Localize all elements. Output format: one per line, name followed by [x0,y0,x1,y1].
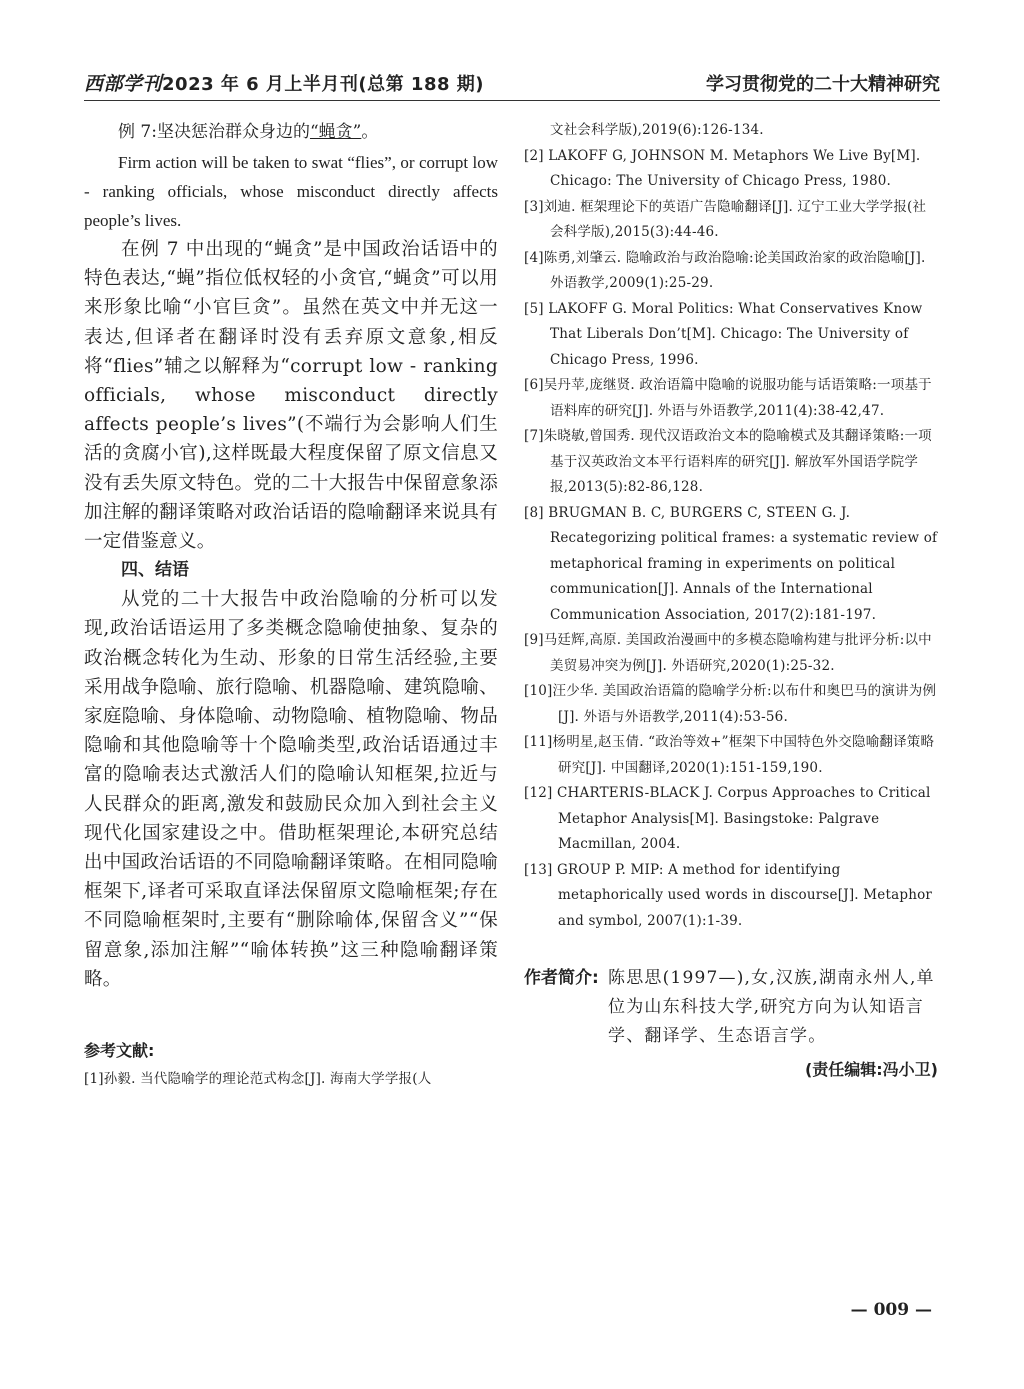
reference-item: [10]汪少华. 美国政治语篇的隐喻学分析:以布什和奥巴马的演讲为例[J]. 外语与外语教学,2011(4):53-56. [524,683,937,725]
example-text: 例 7:坚决惩治群众身边的 [118,122,310,142]
reference-item: [3]刘迪. 框架理论下的英语广告隐喻翻译[J]. 辽宁工业大学学报(社会科学版),2015(3):44-46. [524,198,927,240]
reference-item: [5] LAKOFF G. Moral Politics: What Conservatives Know That Liberals Don’t[M]. Chicago: The University of Chicago Press, 1996. [524,300,923,368]
example-label [84,118,498,147]
example-end: 。 [361,122,379,142]
example-term: “蝇贪” [309,122,362,142]
editor-note: (责任编辑:冯小卫) [804,1060,938,1079]
page-header [84,66,940,96]
reference-item: [7]朱晓敏,曾国秀. 现代汉语政治文本的隐喻模式及其翻译策略:一项基于汉英政治文本平行语料库的研究[J]. 解放军外国语学院学报,2013(5):82-86,128. [524,428,932,495]
journal-logo: 西部学刊 [84,73,163,95]
reference-item: [11]杨明星,赵玉倩. “政治等效+”框架下中国特色外交隐喻翻译策略研究[J]. 中国翻译,2020(1):151-159,190. [524,734,935,776]
reference-item: [12] CHARTERIS-BLACK J. Corpus Approaches to Critical Metaphor Analysis[M]. Basingstoke: Palgrave Macmillan, 2004. [524,785,931,852]
paragraph-analysis: 在例 7 中出现的“蝇贪”是中国政治话语中的特色表达,“蝇”指位低权轻的小贪官,“蝇贪”可以用来形象比喻“小官巨贪”。虽然在英文中并无这一表达,但译者在翻译时没有丢弃原文意象,相反将“flies”辅之以解释为“corrupt low - ranking officials, whose misconduct directly affects people’s lives”(不端行为会影响人们生活的贪腐小官),这样既最大程度保留了原文信息又没有丢失原文特色。党的二十大报告中保留意象添加注解的翻译策略对政治话语的隐喻翻译来说具有一定借鉴意义。 [84,239,498,553]
reference-item: [4]陈勇,刘肇云. 隐喻政治与政治隐喻:论美国政治家的政治隐喻[J]. 外语教学,2009(1):25-29. [524,249,926,291]
english-translation: Firm action will be taken to swat “flies”, or corrupt low - ranking officials, whose misconduct directly affects people’s lives. [84,153,498,230]
section-title: 学习贯彻党的二十大精神研究 [706,74,940,95]
reference-item: [1]孙毅. 当代隐喻学的理论范式构念[J]. 海南大学学报(人 [84,1071,432,1088]
right-column [524,118,938,1080]
author-text: 陈思思(1997—),女,汉族,湖南永州人,单位为山东科技大学,研究方向为认知语言学、翻译学、生态语言学。 [608,968,935,1046]
issue-info: 2023 年 6 月上半月刊(总第 188 期) [162,74,484,95]
references-heading: 参考文献: [84,1041,155,1061]
reference-item: [6]吴丹苹,庞继贤. 政治语篇中隐喻的说服功能与话语策略:一项基于语料库的研究[J]. 外语与外语教学,2011(4):38-42,47. [524,377,932,419]
reference-item: [8] BRUGMAN B. C, BURGERS C, STEEN G. J. Recategorizing political frames: a systematic review of metaphorical framing in experiments on political communication[J]. Annals of the International Communication Association, 2017(2):181-197. [524,504,938,623]
paragraph-conclusion: 从党的二十大报告中政治隐喻的分析可以发现,政治话语运用了多类概念隐喻使抽象、复杂的政治概念转化为生动、形象的日常生活经验,主要采用战争隐喻、旅行隐喻、机器隐喻、建筑隐喻、家庭隐喻、身体隐喻、动物隐喻、植物隐喻、物品隐喻和其他隐喻等十个隐喻类型,政治话语通过丰富的隐喻表达式激活人们的隐喻认知框架,拉近与人民群众的距离,激发和鼓励民众加入到社会主义现代化国家建设之中。借助框架理论,本研究总结出中国政治话语的不同隐喻翻译策略。在相同隐喻框架下,译者可采取直译法保留原文隐喻框架;存在不同隐喻框架时,主要有“删除喻体,保留含义”“保留意象,添加注解”“喻体转换”这三种隐喻翻译策略。 [84,589,498,990]
page-number: — 009 — [850,1300,932,1320]
author-label: 作者简介: [524,968,599,988]
left-column [84,118,498,1093]
journal-issue [84,69,484,96]
reference-continuation: 文社会科学版),2019(6):126-134. [550,122,764,138]
reference-item: [13] GROUP P. MIP: A method for identifying metaphorically used words in discourse[J]. Metaphor and symbol, 2007(1):1-39. [524,861,933,929]
section-heading: 四、结语 [121,560,189,581]
reference-item: [9]马廷辉,高原. 美国政治漫画中的多模态隐喻构建与批评分析:以中美贸易冲突为例[J]. 外语研究,2020(1):25-32. [524,632,932,674]
reference-item: [2] LAKOFF G, JOHNSON M. Metaphors We Live By[M]. Chicago: The University of Chicago Press, 1980. [524,147,921,189]
header-rule [84,100,940,101]
author-bio [524,964,938,1051]
